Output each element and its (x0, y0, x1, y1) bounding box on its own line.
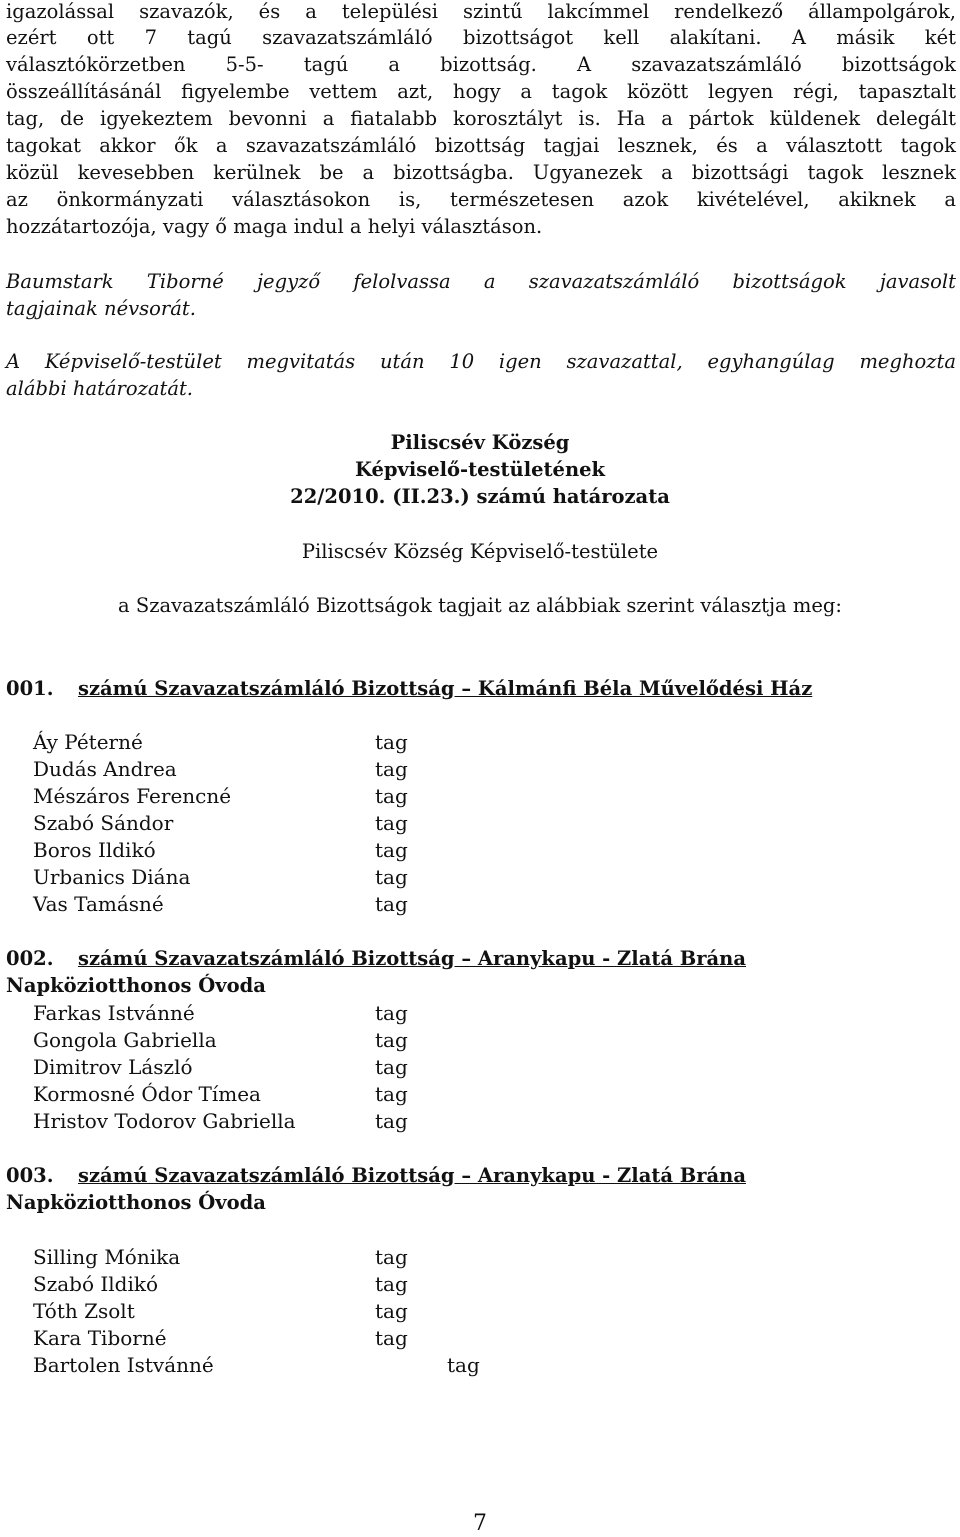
member-role: tag (375, 1001, 408, 1025)
member-name: Mészáros Ferencné (33, 784, 232, 808)
member-name: Dimitrov László (33, 1055, 193, 1079)
resolution-body-line: Piliscsév Község Képviselő-testülete (301, 540, 659, 563)
committee-heading (6, 945, 746, 972)
member-name: Szabó Sándor (33, 811, 174, 835)
vote-line: alábbi határozatát. (6, 377, 193, 400)
intro-line: tagokat akkor ők a szavazatszámláló bizottság tagjai lesznek, és a választott tagok (6, 134, 956, 157)
member-role: tag (375, 730, 408, 754)
resolution-title-line: Piliscsév Község (390, 431, 570, 454)
member-name: Boros Ildikó (33, 838, 156, 862)
notary-line: Baumstark Tiborné jegyző felolvassa a szavazatszámláló bizottságok javasolt (6, 270, 956, 293)
member-role: tag (375, 784, 408, 808)
member-name: Kormosné Ódor Tímea (33, 1082, 261, 1106)
member-role: tag (375, 865, 408, 889)
member-name: Urbanics Diána (33, 865, 191, 889)
member-name: Silling Mónika (33, 1245, 181, 1269)
member-role: tag (375, 1299, 408, 1323)
page-number: 7 (473, 1511, 487, 1536)
member-role: tag (375, 892, 408, 916)
member-role: tag (375, 1028, 408, 1052)
member-name: Áy Péterné (33, 730, 143, 754)
member-role: tag (375, 1326, 408, 1350)
member-name: Tóth Zsolt (33, 1299, 135, 1323)
member-role: tag (375, 838, 408, 862)
member-name: Farkas Istvánné (33, 1001, 195, 1025)
member-role: tag (375, 1082, 408, 1106)
intro-line: igazolással szavazók, és a települési szintű lakcímmel rendelkező állampolgárok, (6, 0, 956, 23)
member-role: tag (375, 811, 408, 835)
committee-title: számú Szavazatszámláló Bizottság – Aranykapu - Zlatá Brána (78, 1164, 746, 1187)
intro-line: tag, de igyekeztem bevonni a fiatalabb korosztályt is. Ha a pártok küldenek delegált (6, 107, 956, 130)
member-role: tag (375, 1055, 408, 1079)
member-role: tag (375, 1272, 408, 1296)
committee-heading (6, 1162, 746, 1189)
resolution-title-line: 22/2010. (II.23.) számú határozata (290, 485, 670, 508)
member-name: Kara Tiborné (33, 1326, 167, 1350)
member-name: Dudás Andrea (33, 757, 177, 781)
intro-line: hozzátartozója, vagy ő maga indul a helyi választáson. (6, 215, 543, 238)
member-name: Bartolen Istvánné (33, 1353, 214, 1377)
member-role: tag (375, 1245, 408, 1269)
committee-title: számú Szavazatszámláló Bizottság – Kálmánfi Béla Művelődési Ház (78, 677, 813, 700)
committee-number: 001. (6, 677, 54, 700)
committee-number: 002. (6, 947, 54, 970)
member-name: Hristov Todorov Gabriella (33, 1109, 296, 1133)
member-name: Gongola Gabriella (33, 1028, 217, 1052)
notary-line: tagjainak névsorát. (6, 297, 196, 320)
member-name: Vas Tamásné (33, 892, 164, 916)
resolution-body-line: a Szavazatszámláló Bizottságok tagjait az alábbiak szerint választja meg: (118, 594, 842, 617)
vote-line: A Képviselő-testület megvitatás után 10 igen szavazattal, egyhangúlag meghozta (6, 350, 956, 373)
committee-title-continued: Napköziotthonos Óvoda (6, 974, 266, 997)
committee-title-continued: Napköziotthonos Óvoda (6, 1191, 266, 1214)
committee-title: számú Szavazatszámláló Bizottság – Aranykapu - Zlatá Brána (78, 947, 746, 970)
intro-line: választókörzetben 5-5- tagú a bizottság. A szavazatszámláló bizottságok (6, 53, 956, 76)
committee-number: 003. (6, 1164, 54, 1187)
member-name: Szabó Ildikó (33, 1272, 159, 1296)
intro-line: az önkormányzati választásokon is, természetesen azok kivételével, akiknek a (6, 188, 956, 211)
member-role: tag (375, 757, 408, 781)
committee-heading (6, 675, 812, 702)
intro-line: ezért ott 7 tagú szavazatszámláló bizottságot kell alakítani. A másik két (6, 26, 956, 49)
resolution-title-line: Képviselő-testületének (354, 458, 606, 481)
member-role: tag (375, 1109, 408, 1133)
intro-line: közül kevesebben kerülnek be a bizottságba. Ugyanezek a bizottsági tagok lesznek (6, 161, 956, 184)
intro-line: összeállításánál figyelembe vettem azt, hogy a tagok között legyen régi, tapasztalt (6, 80, 956, 103)
member-role: tag (447, 1353, 480, 1377)
